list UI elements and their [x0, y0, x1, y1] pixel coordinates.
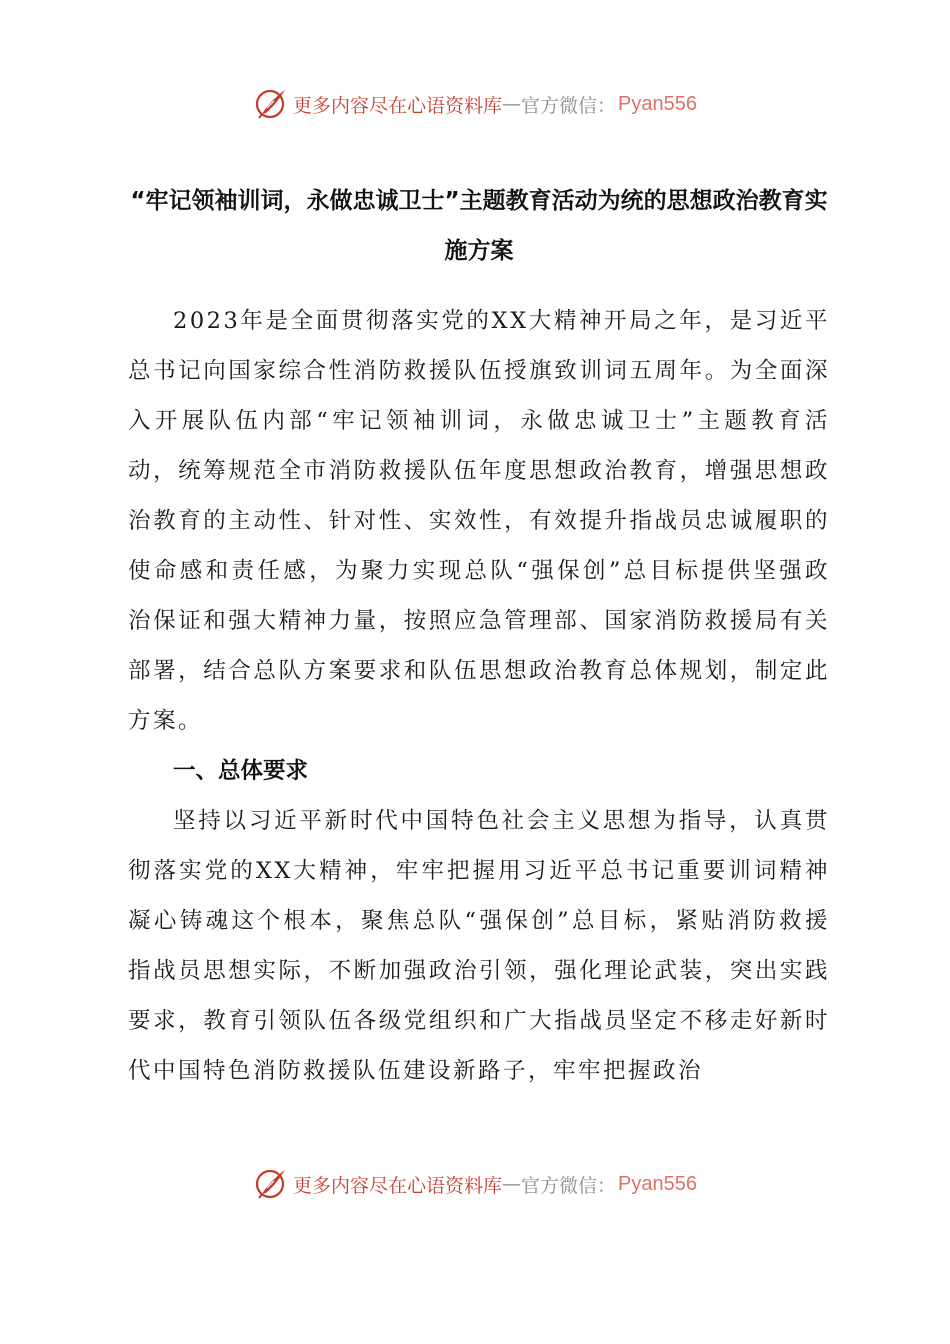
wechat-id: Pyan556: [618, 1172, 697, 1195]
separator-dash: —: [502, 1173, 522, 1195]
brand-text: 更多内容尽在心语资料库: [293, 1174, 503, 1197]
section-heading-general-requirements: 一、总体要求: [173, 758, 309, 784]
separator-dash: —: [502, 93, 522, 115]
wechat-label: 官方微信：: [521, 94, 617, 117]
footer-watermark: [0, 1164, 950, 1204]
quill-logo-icon: [253, 86, 289, 122]
quill-logo-icon: [253, 1166, 289, 1202]
header-watermark: [0, 84, 950, 124]
document-body: [128, 176, 830, 1096]
intro-paragraph: 2023年是全面贯彻落实党的XX大精神开局之年，是习近平总书记向国家综合性消防救援队伍授旗致训词五周年。为全面深入开展队伍内部“牢记领袖训词，永做忠诚卫士”主题教育活动，统筹规范全市消防救援队伍年度思想政治教育，增强思想政治教育的主动性、针对性、实效性，有效提升指战员忠诚履职的使命感和责任感，为聚力实现总队“强保创”总目标提供坚强政治保证和强大精神力量，按照应急管理部、国家消防救援局有关部署，结合总队方案要求和队伍思想政治教育总体规划，制定此方案。: [128, 308, 830, 734]
brand-text: 更多内容尽在心语资料库: [293, 94, 503, 117]
section-paragraph: 坚持以习近平新时代中国特色社会主义思想为指导，认真贯彻落实党的XX大精神，牢牢把握用习近平总书记重要训词精神凝心铸魂这个根本，聚焦总队“强保创”总目标，紧贴消防救援指战员思想实际，不断加强政治引领，强化理论武装，突出实践要求，教育引领队伍各级党组织和广大指战员坚定不移走好新时代中国特色消防救援队伍建设新路子，牢牢把握政治: [128, 808, 830, 1084]
wechat-id: Pyan556: [618, 92, 697, 115]
wechat-label: 官方微信：: [521, 1174, 617, 1197]
document-title: “牢记领袖训词，永做忠诚卫士”主题教育活动为统的思想政治教育实施方案: [130, 188, 828, 264]
